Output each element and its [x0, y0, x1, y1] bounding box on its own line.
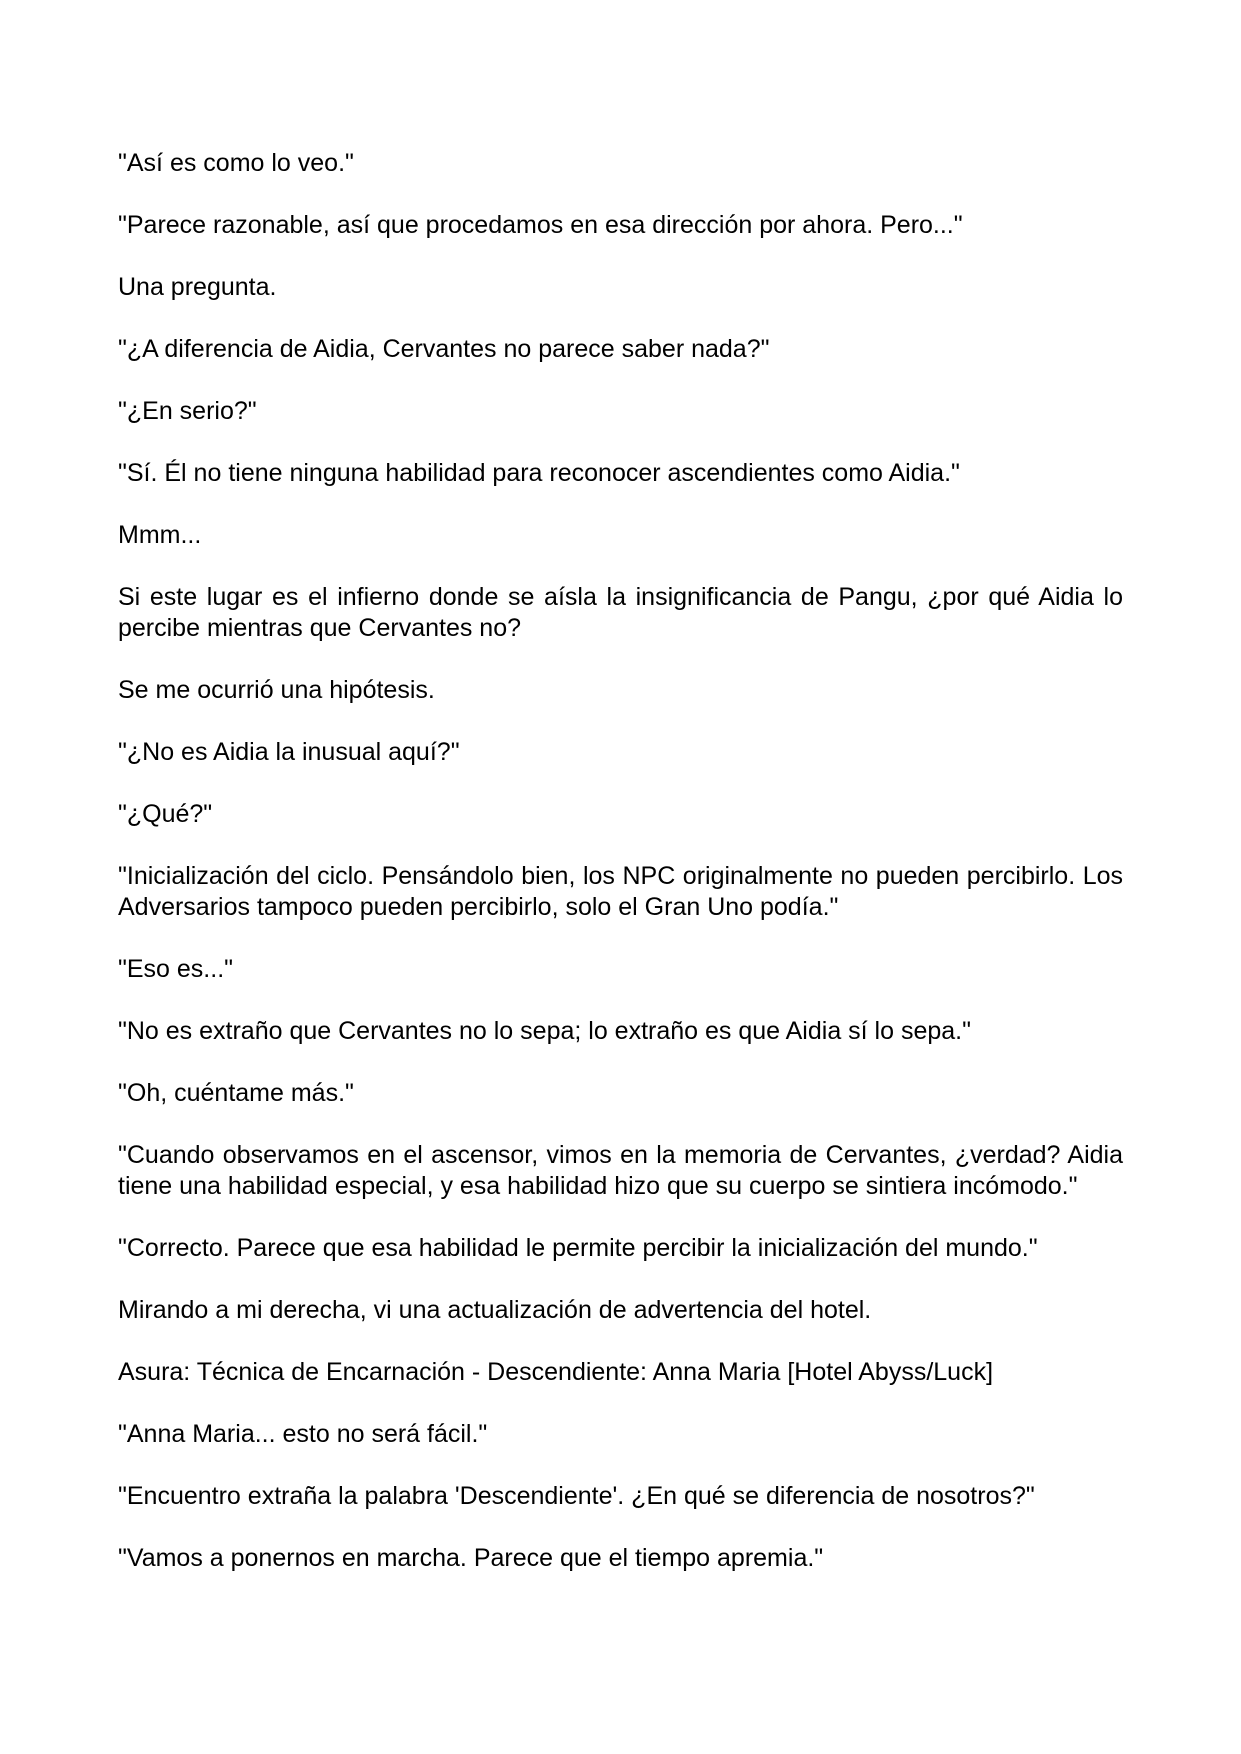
- paragraph: "¿A diferencia de Aidia, Cervantes no parece saber nada?": [118, 335, 770, 363]
- paragraph: "Eso es...": [118, 955, 234, 983]
- paragraph: "Cuando observamos en el ascensor, vimos en la memoria de Cervantes, ¿verdad? Aidia tiene una habilidad especial, y esa habilidad hizo que su cuerpo se sintiera incómodo.": [118, 1141, 1123, 1200]
- paragraph: "¿No es Aidia la inusual aquí?": [118, 738, 460, 766]
- paragraph: Se me ocurrió una hipótesis.: [118, 676, 435, 704]
- paragraph: "Así es como lo veo.": [118, 149, 354, 177]
- paragraph: "Correcto. Parece que esa habilidad le permite percibir la inicialización del mundo.": [118, 1234, 1038, 1262]
- text-body: [118, 148, 1123, 1605]
- paragraph: "Anna Maria... esto no será fácil.": [118, 1420, 488, 1448]
- paragraph: "Encuentro extraña la palabra 'Descendiente'. ¿En qué se diferencia de nosotros?": [118, 1482, 1035, 1510]
- paragraph: "¿En serio?": [118, 397, 257, 425]
- paragraph: Mmm...: [118, 521, 202, 549]
- paragraph: "Parece razonable, así que procedamos en esa dirección por ahora. Pero...": [118, 211, 963, 239]
- paragraph: Si este lugar es el infierno donde se aísla la insignificancia de Pangu, ¿por qué Aidia lo percibe mientras que Cervantes no?: [118, 583, 1123, 642]
- paragraph: "¿Qué?": [118, 800, 213, 828]
- paragraph: "Sí. Él no tiene ninguna habilidad para reconocer ascendientes como Aidia.": [118, 459, 960, 487]
- paragraph: "Inicialización del ciclo. Pensándolo bien, los NPC originalmente no pueden percibirlo. Los Adversarios tampoco pueden percibirlo, solo el Gran Uno podía.": [118, 862, 1123, 921]
- paragraph: "Oh, cuéntame más.": [118, 1079, 354, 1107]
- paragraph: "Vamos a ponernos en marcha. Parece que el tiempo apremia.": [118, 1544, 824, 1572]
- paragraph: Mirando a mi derecha, vi una actualización de advertencia del hotel.: [118, 1296, 872, 1324]
- paragraph: Una pregunta.: [118, 273, 277, 301]
- paragraph: Asura: Técnica de Encarnación - Descendiente: Anna Maria [Hotel Abyss/Luck]: [118, 1358, 994, 1386]
- paragraph: "No es extraño que Cervantes no lo sepa; lo extraño es que Aidia sí lo sepa.": [118, 1017, 971, 1045]
